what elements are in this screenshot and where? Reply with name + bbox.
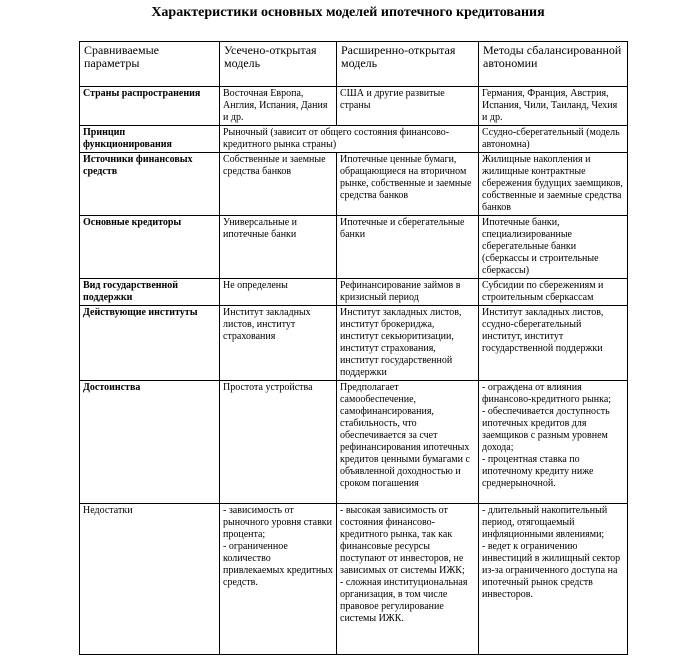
table-row [80,153,628,216]
table-row [80,279,628,306]
table-cell: - длительный накопительный период, отягощаемый инфляционными явлениями; - ведет к ограничению инвестиций в жилищный сектор из-за ограниченного доступа на ипотечный рынок средств инвесторов. [479,504,628,655]
page-title: Характеристики основных моделей ипотечного кредитования [151,5,545,20]
table-cell: США и другие развитые страны [337,87,479,126]
table-cell: - высокая зависимость от состояния финансово-кредитного рынка, так как финансовые ресурсы поступают от инвесторов, не зависимых от системы ИЖК; - сложная институциональная организация, в том числе правовое регулирование системы ИЖК. [337,504,479,655]
row-label: Источники финансовых средств [80,153,220,216]
row-label: Вид государственной поддержки [80,279,220,306]
table-cell: Собственные и заемные средства банков [220,153,337,216]
row-label: Принцип функционирования [80,126,220,153]
table-cell: Не определены [220,279,337,306]
table-row [80,381,628,504]
row-label: Достоинства [80,381,220,504]
table-cell: Субсидии по сбережениям и строительным сберкассам [479,279,628,306]
table-cell: - зависимость от рыночного уровня ставки процента; - ограниченное количество привлекаемых кредитных средств. [220,504,337,655]
table-cell: Институт закладных листов, институт страхования [220,306,337,381]
header-param: Сравниваемые параметры [80,42,220,87]
table-cell: Универсальные и ипотечные банки [220,216,337,279]
row-label: Основные кредиторы [80,216,220,279]
table-row [80,306,628,381]
table-cell: Институт закладных листов, ссудно-сберегательный институт, институт государственной поддержки [479,306,628,381]
table-cell: Ссудно-сберегательный (модель автономна) [479,126,628,153]
table-row [80,87,628,126]
table-cell: Жилищные накопления и жилищные контрактные сбережения будущих заемщиков, собственные и заемные средства банков [479,153,628,216]
table-cell: Германия, Франция, Австрия, Испания, Чили, Таиланд, Чехия и др. [479,87,628,126]
table-cell: Восточная Европа, Англия, Испания, Дания и др. [220,87,337,126]
header-balanced-autonomy: Методы сбалансированной автономии [479,42,628,87]
header-truncated-open-model: Усечено-открытая модель [220,42,337,87]
table-cell: Ипотечные и сберегательные банки [337,216,479,279]
row-label: Недостатки [80,504,220,655]
table-cell: Предполагает самообеспечение, самофинансирования, стабильность, что обеспечивается за счет рефинансирования ипотечных кредитов ценными бумагами с объявленной доходностью и сроком погашения [337,381,479,504]
table-cell: Рефинансирование займов в кризисный период [337,279,479,306]
table-row [80,504,628,655]
table-header-row [80,42,628,87]
table-cell-merged: Рыночный (зависит от общего состояния финансово-кредитного рынка страны) [220,126,479,153]
table-row [80,216,628,279]
row-label: Страны распространения [80,87,220,126]
table-row [80,126,628,153]
header-extended-open-model: Расширенно-открытая модель [337,42,479,87]
table-cell: Институт закладных листов, институт брокериджа, институт секьюритизации, институт страхования, институт государственной поддержки [337,306,479,381]
table-cell: Ипотечные ценные бумаги, обращающиеся на вторичном рынке, собственные и заемные средства банков [337,153,479,216]
row-label: Действующие институты [80,306,220,381]
comparison-table [79,41,628,655]
table-cell: - ограждена от влияния финансово-кредитного рынка; - обеспечивается доступность ипотечных кредитов для заемщиков с разным уровнем дохода; - процентная ставка по ипотечному кредиту ниже среднерыночной. [479,381,628,504]
table-cell: Ипотечные банки, специализированные сберегательные банки (сберкассы и строительные сберкассы) [479,216,628,279]
table-cell: Простота устройства [220,381,337,504]
